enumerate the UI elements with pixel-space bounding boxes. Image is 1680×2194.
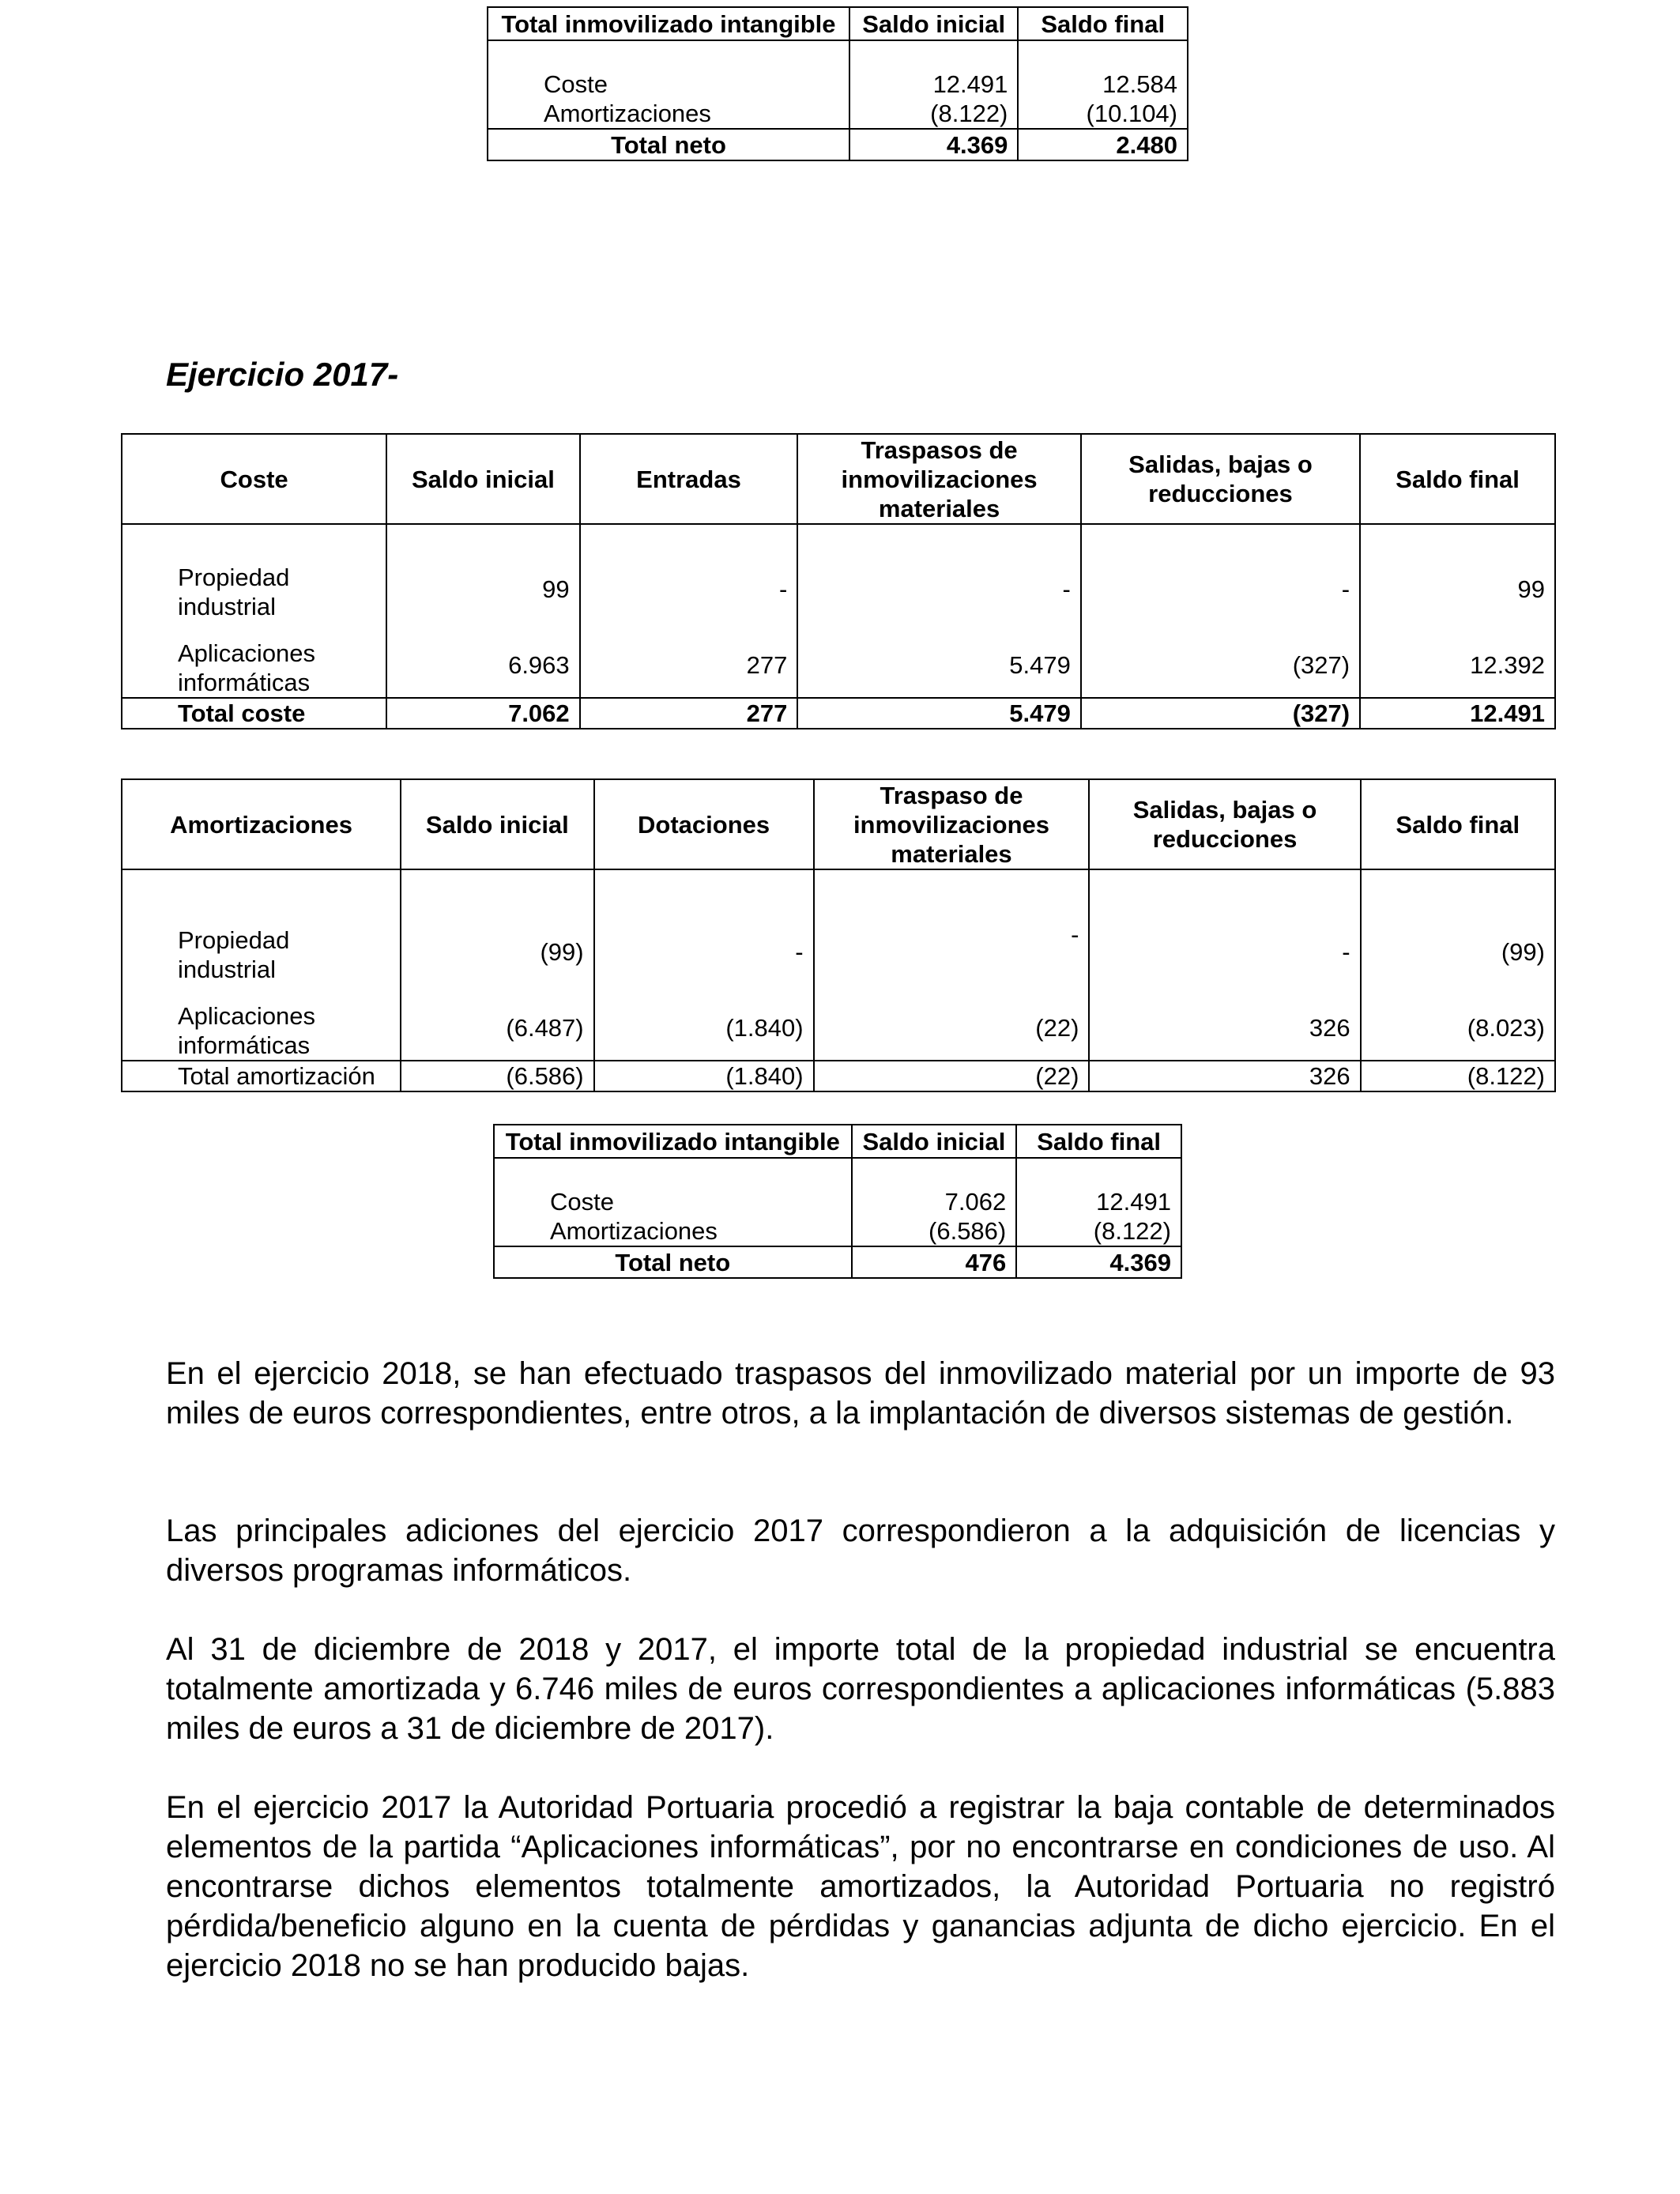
table-row — [122, 984, 1555, 1061]
cell-value: (6.487) — [401, 984, 594, 1061]
total-value: (1.840) — [594, 1061, 814, 1091]
header-cell: Total inmovilizado intangible — [488, 7, 849, 40]
summary-table-2017 — [493, 1124, 1182, 1279]
header-cell: Salidas, bajas o reducciones — [1089, 779, 1360, 869]
cell-value: 12.491 — [1016, 1187, 1181, 1216]
cell-value: - — [797, 545, 1081, 621]
cell-value: - — [594, 891, 814, 984]
total-row — [494, 1246, 1181, 1278]
total-row — [488, 129, 1188, 160]
header-cell: Saldo inicial — [401, 779, 594, 869]
table-header-row — [494, 1125, 1181, 1158]
total-value: 12.491 — [1360, 698, 1555, 729]
cell-value: 326 — [1089, 984, 1360, 1061]
table-row — [122, 545, 1555, 621]
header-cell: Total inmovilizado intangible — [494, 1125, 852, 1158]
cell-value: 7.062 — [852, 1187, 1017, 1216]
total-label: Total neto — [488, 129, 849, 160]
row-label: Propiedad industrial — [122, 545, 386, 621]
paragraph: Al 31 de diciembre de 2018 y 2017, el importe total de la propiedad industrial se encuentra totalmente amortizada y 6.746 miles de euros correspondientes a aplicaciones informáticas (5.883 miles de euros a 31 de diciembre de 2017). — [166, 1632, 1555, 1746]
total-value: (8.122) — [1361, 1061, 1555, 1091]
paragraph: En el ejercicio 2017 la Autoridad Portuaria procedió a registrar la baja contable de determinados elementos de la partida “Aplicaciones informáticas”, por no encontrarse en condiciones de uso. Al encontrarse dichos elementos totalmente amortizados, la Autoridad Portuaria no registró pérdida/beneficio alguno en la cuenta de pérdidas y ganancias adjunta de dicho ejercicio. En el ejercicio 2018 no se han producido bajas. — [166, 1790, 1555, 1983]
cell-value: 99 — [386, 545, 579, 621]
table-row — [122, 621, 1555, 698]
total-value: 326 — [1089, 1061, 1360, 1091]
table-row — [488, 70, 1188, 99]
row-label: Amortizaciones — [488, 99, 849, 129]
table-header-row — [488, 7, 1188, 40]
cell-value: 277 — [580, 621, 798, 698]
cell-value: (1.840) — [594, 984, 814, 1061]
table-row — [488, 99, 1188, 129]
cell-value: (8.023) — [1361, 984, 1555, 1061]
summary-table-2018 — [487, 6, 1188, 161]
total-value: 5.479 — [797, 698, 1081, 729]
cell-value: (8.122) — [849, 99, 1018, 129]
cell-value: 12.491 — [849, 70, 1018, 99]
header-cell: Saldo inicial — [849, 7, 1018, 40]
cell-value: 12.392 — [1360, 621, 1555, 698]
coste-table-2017 — [121, 433, 1556, 729]
cell-value: 6.963 — [386, 621, 579, 698]
row-label: Aplicaciones informáticas — [122, 984, 401, 1061]
row-label: Coste — [488, 70, 849, 99]
header-cell: Amortizaciones — [122, 779, 401, 869]
cell-value: 99 — [1360, 545, 1555, 621]
row-label: Propiedad industrial — [122, 891, 401, 984]
total-label: Total amortización — [122, 1061, 401, 1091]
total-value: (327) — [1081, 698, 1360, 729]
cell-value: - — [814, 891, 1090, 984]
row-label: Aplicaciones informáticas — [122, 621, 386, 698]
header-cell: Dotaciones — [594, 779, 814, 869]
cell-value: - — [1081, 545, 1360, 621]
total-value: 7.062 — [386, 698, 579, 729]
paragraph: Las principales adiciones del ejercicio 2017 correspondieron a la adquisición de licencias y diversos programas informáticos. — [166, 1514, 1555, 1588]
cell-value: (6.586) — [852, 1216, 1017, 1246]
cell-value: (10.104) — [1018, 99, 1188, 129]
row-label: Coste — [494, 1187, 852, 1216]
total-label: Total neto — [494, 1246, 852, 1278]
header-cell: Saldo inicial — [852, 1125, 1017, 1158]
header-cell: Coste — [122, 434, 386, 524]
header-cell: Saldo inicial — [386, 434, 579, 524]
header-cell: Saldo final — [1018, 7, 1188, 40]
cell-value: 12.584 — [1018, 70, 1188, 99]
header-cell: Saldo final — [1016, 1125, 1181, 1158]
cell-value: - — [1089, 891, 1360, 984]
cell-value: (8.122) — [1016, 1216, 1181, 1246]
header-cell: Saldo final — [1361, 779, 1555, 869]
total-value: 277 — [580, 698, 798, 729]
total-value: (22) — [814, 1061, 1090, 1091]
cell-value: (99) — [401, 891, 594, 984]
cell-value: - — [580, 545, 798, 621]
total-value: 4.369 — [1016, 1246, 1181, 1278]
header-cell: Entradas — [580, 434, 798, 524]
table-row — [494, 1216, 1181, 1246]
amortizaciones-table-2017 — [121, 778, 1556, 1092]
header-cell: Traspaso de inmovilizaciones materiales — [814, 779, 1090, 869]
total-value: (6.586) — [401, 1061, 594, 1091]
total-row — [122, 698, 1555, 729]
section-heading-2017: Ejercicio 2017- — [166, 356, 399, 393]
header-cell: Saldo final — [1360, 434, 1555, 524]
cell-value: 5.479 — [797, 621, 1081, 698]
table-row — [122, 891, 1555, 984]
paragraph: En el ejercicio 2018, se han efectuado traspasos del inmovilizado material por un importe de 93 miles de euros correspondientes, entre otros, a la implantación de diversos sistemas de gestión. — [166, 1356, 1555, 1431]
header-cell: Traspasos de inmovilizaciones materiales — [797, 434, 1081, 524]
total-label: Total coste — [122, 698, 386, 729]
cell-value: (22) — [814, 984, 1090, 1061]
table-row — [494, 1187, 1181, 1216]
total-row — [122, 1061, 1555, 1091]
cell-value: (327) — [1081, 621, 1360, 698]
cell-value: (99) — [1361, 891, 1555, 984]
total-value: 476 — [852, 1246, 1017, 1278]
header-cell: Salidas, bajas o reducciones — [1081, 434, 1360, 524]
total-value: 4.369 — [849, 129, 1018, 160]
row-label: Amortizaciones — [494, 1216, 852, 1246]
table-header-row — [122, 434, 1555, 524]
table-header-row — [122, 779, 1555, 869]
total-value: 2.480 — [1018, 129, 1188, 160]
